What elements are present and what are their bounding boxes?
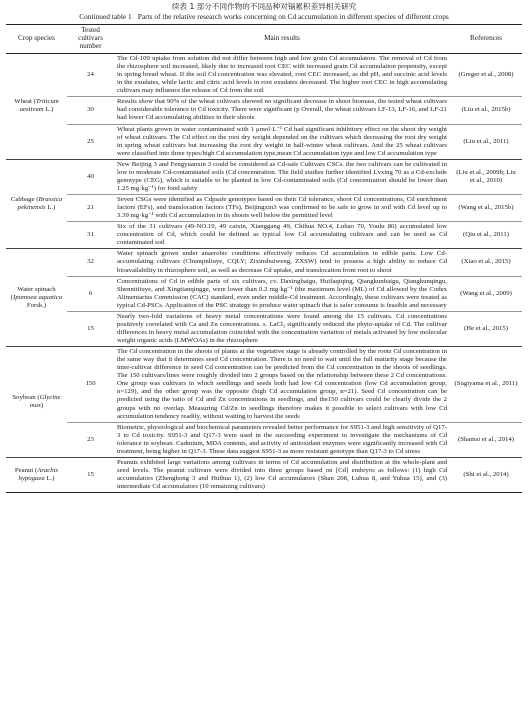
reference-cell: (Liu et al., 2011)	[450, 124, 522, 159]
table-row	[6, 124, 522, 159]
table-row	[6, 97, 522, 124]
cultivar-count-cell: 25	[67, 124, 114, 159]
table-row	[6, 276, 522, 311]
table-row	[6, 54, 522, 97]
crop-species-cell	[6, 347, 67, 458]
main-result-cell: New Beijing 3 and Fengyuanxin 3 could be considered as Cd-safe Cultivars CSCs. the two cultivars can be cultivated in low to moderate Cd-contaminated soils (Cd concentration. The field studies further identified Lvxing 70 as a Cd-exclude genotype (CEG), which is suitable to be planted in low Cd-contaminated soils (Cd concentration should be lower than 1.25 mg·kg⁻¹) for food safety	[114, 159, 450, 194]
cultivar-count-cell: 30	[67, 97, 114, 124]
table-row	[6, 347, 522, 423]
reference-cell: (Shi et al., 2014)	[450, 457, 522, 492]
main-result-cell: Biometric, physiological and biochemical parameters revealed better performance for S951-3 and high sensitivity of Q17-3 to Cd toxicity. S951-3 and Q17-3 were used in the succeeding experiment to investigate the mechanisms of Cd tolerance in soybean. Cadmium, MDA contents, and activity of antioxidant enzymes were significantly increased with Cd treatment, being higher in Q17-3. These data suggest S951-3 as more resistant genotype than Q17-3 to Cd stress	[114, 422, 450, 457]
reference-cell: (Shamsi et al., 2014)	[450, 422, 522, 457]
main-result-cell: Seven CSGs were identified as Cdpsafe genotypes based on their Cd tolerance, shoot Cd concentrations, Cd enrichment factors (EFs), and translocation factors (TFs), Beijingxin3 was confirmed to be safe to grow in soil with Cd level up to 3.39 mg·kg⁻¹ with Cd accumulation in its shoots well below the permitted level	[114, 195, 450, 222]
crop-latin-name: Glycine max	[29, 393, 61, 409]
reference-cell: (Wang et al., 2009)	[450, 276, 522, 311]
crop-latin-name: Triticum aestivum	[19, 98, 59, 114]
crop-latin-name: Ipomoea aquatica	[13, 293, 63, 301]
caption-text: Parts of the relative research works concerning on Cd accumulation in different species of different crops	[137, 11, 449, 21]
cultivar-count-cell: 15	[67, 457, 114, 492]
cultivar-count-cell: 24	[87, 71, 94, 79]
main-result-cell: The Cd concentration in the shoots of plants at the vegetative stage is already controlled by the roots Cd concentration in the same way that it determines seed Cd concentration. There is no need to wait until the full maturity stage because the inter-cultivar difference in seed Cd concentration can be predicted from the Cd concentration in the shoots of seedlings. The 150 cultivars/lines were roughly divided into 2 groups based on the relationship between these 2 Cd concentrations. One group was cultivars in which seedlings and seeds both had low Cd concentration (low Cd accumulation group, n=129), and the other group was the opposite (high Cd accumulation group, n=21). Seed Cd concentration can be predicted using the ratio of Cd and Zn concentrations in seedlings, and the150 cultivars could be clearly divide the 2 groups with no overlap. Measuring Cd/Zn in seedlings therefore makes it possible to select cultivars with low Cd accumulation tendency readily, without waiting to harvest the seeds	[114, 347, 450, 423]
crop-latin-name: Arachis hypogaea	[18, 466, 59, 482]
reference-cell: (Sugiyama et al., 2011)	[450, 347, 522, 423]
cultivar-count-cell: 31	[67, 222, 114, 249]
table-body	[6, 54, 522, 493]
crop-common-name: Peanut (	[14, 466, 38, 474]
reference-cell: (Xiao et al., 2015)	[450, 249, 522, 276]
table-row	[6, 159, 522, 194]
cultivar-count-cell: 6	[67, 276, 114, 311]
caption-chinese: 续表 1 部分不同作物的不同品种对镉累积差异相关研究	[171, 2, 357, 11]
crop-authority: L.)	[44, 475, 55, 482]
main-result-cell: Peanuts exhibited large variations among cultivars in terms of Cd accumulation and distribution at the whole-plant and seed levels. The peanut cultivars were divided into three groups based on [Cd] embryos as follows: (1) high Cd accumulators (Zhenghong 3 and Huihua 1), (2) low Cd accumulators (Shan 208, Luhua 8, and Yuhua 15), and (3) intermediate Cd accumulators (10 remaining cultivars)	[114, 457, 450, 492]
table-row	[6, 457, 522, 492]
reference-cell: (Greger et al., 2008)	[458, 71, 514, 79]
table-caption	[6, 3, 522, 21]
caption-english	[6, 13, 522, 22]
header-crop-species: Crop species	[18, 34, 55, 43]
table-row	[6, 422, 522, 457]
table-header-row	[6, 25, 522, 54]
main-result-cell: Wheat plants grown in water contaminated with 1 μmol·L⁻¹ Cd had significant inhibitory effect on the shoot dry weight of wheat cultivars. The Cd effect on the root dry weight depended on the cultivars which decreasing the root dry weight in spring wheat cultivars but increasing the root dry weight in half-winter wheat cultivars. And the 25 wheat cultivars were classified into three types/high Cd accumulation type,mean Cd accumulation type and low Cd accumulation type	[114, 124, 450, 159]
crop-authority: )	[41, 401, 44, 409]
crop-authority: L.)	[45, 204, 56, 212]
main-result-cell: The Cd-109 uptake from solution did not differ between high and low grain Cd accumulators. The removal of Cd from the rhizosphere soil increased, likely due to increased root CEC with increased grain Cd accumulation propensity, except in spring bread wheat. If the soil Cd concentration was elevated, root CEC increased, as did pH, and succinic acid levels in the exudates, while lactic and citric acid levels in root exudates decreased. The higher root CEC in high accumulating cultivars may influence the release of Cd from the soil	[117, 55, 447, 95]
table-row	[6, 222, 522, 249]
reference-cell: (He et al., 2015)	[450, 311, 522, 346]
table-row	[6, 195, 522, 222]
main-result-cell: Water spinach grown under anaerobic conditions effectively reduces Cd accumulation in edible parts. Low Cd-accumulating cultivars (Chunqinliuye, CQLY; Zixinshuiweng, ZXSW) tend to possess a high ability to reduce Cd bioavailability in rhizosphere soil, as well as decrease Cd uptake, and translocation from root to shoot	[114, 249, 450, 276]
main-result-cell: Concentrations of Cd in edible parts of six cultivars, cv. Daxingbaigu, Huifaqiqing, Qiangkunbaigu, Qiangkunqingu, Shennitiiuye, and Xingtianqingge, were lower than 0.2 mg·kg⁻¹ (the maximum level (ML) of Cd allowed by the Codex Alimentarius Commission (CAC) standard, even under middle-Cd treatment. Accordingly, these cultivars were treated as typical Cd-PSCs. Application of the PSC strategy to produce water spinach that is safer consume is feasible and necessary	[114, 276, 450, 311]
crop-species-cell	[6, 54, 67, 160]
main-result-cell: Results show that 90% of the wheat cultivars showed no significant decrease in shoot biomass, the tested wheat cultivars had considerable tolerance to Cd toxicity. There were significant (p Overall, the wheat cultivars LF-13, LF-16, and LF-21 had lower Cd accumulating abilities in their shoots	[114, 97, 450, 124]
main-result-cell: Six of the 31 cultivars (49-NO.19, 49 caixin, Xianggang 49, Chihua NO.4, Luhao 70, Youlu 80) accumulated low concentration of Cd, which could be defined as typical low Cd accumulating cultivars and can be used as Cd contaminated soil	[114, 222, 450, 249]
reference-cell: (Wang et al., 2015b)	[450, 195, 522, 222]
cultivar-count-cell: 32	[67, 249, 114, 276]
header-references: References	[470, 34, 502, 43]
crop-species-cell	[6, 457, 67, 492]
crop-authority: L.)	[43, 106, 54, 114]
table-row	[6, 249, 522, 276]
crop-common-name: Wheat (	[14, 98, 36, 106]
cultivar-count-cell: 15	[67, 311, 114, 346]
reference-cell: (Qiu et al., 2011)	[450, 222, 522, 249]
crop-authority: Forsk.)	[26, 301, 47, 309]
header-tested-cultivars: Tested cultivars number	[78, 26, 103, 51]
crop-species-cell	[6, 249, 67, 347]
cultivar-count-cell: 23	[67, 422, 114, 457]
main-result-cell: Nearly two-fold variations of heavy metal concentrations were found among the 15 cultivars. Cd concentrations positively correlated with Ca and Zn concentrations. s. LaCl₃ significantly reduced the phyto-uptake of Cd. The cultivar differences in heavy metal accumulation coincided with the concentration variation of metals activated by low molecular weight organic acids (LMWOAs) in the rhizosphere	[114, 311, 450, 346]
reference-cell: (Liu et al., 2015b)	[450, 97, 522, 124]
crop-common-name: Water spinach (	[10, 285, 56, 301]
crop-latin-name: Brassica pekinensis	[17, 196, 63, 212]
table-row	[6, 311, 522, 346]
cultivar-count-cell: 150	[67, 347, 114, 423]
crop-common-name: Soybean (	[12, 393, 40, 401]
research-table	[6, 24, 522, 493]
header-main-results: Main results	[264, 34, 300, 43]
cultivar-count-cell: 40	[67, 159, 114, 194]
reference-cell: (Liu et al., 2009b; Liu et al., 2010)	[450, 159, 522, 194]
crop-species-cell	[6, 159, 67, 249]
caption-label: Continued table 1	[79, 11, 132, 21]
cultivar-count-cell: 21	[67, 195, 114, 222]
crop-common-name: Cabbage (	[10, 196, 39, 203]
